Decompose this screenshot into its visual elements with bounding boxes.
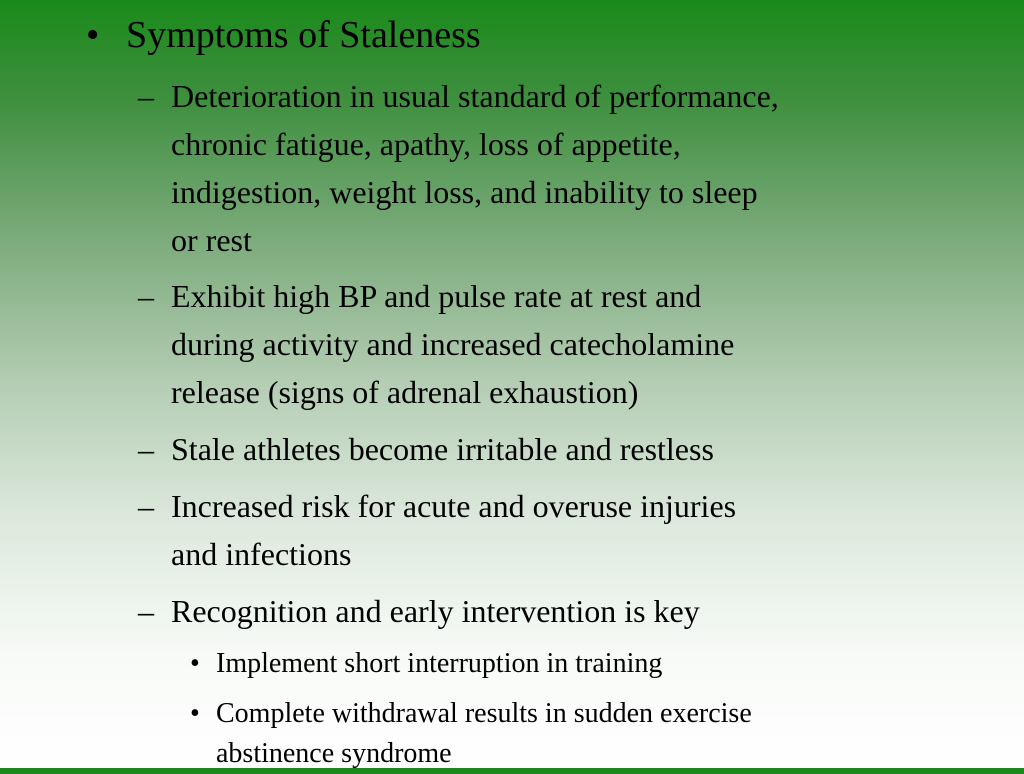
sub-bullet-5 — [138, 587, 938, 635]
sub-bullet-3-line-1: Stale athletes become irritable and restless — [171, 431, 714, 467]
sub-sub-bullet-2 — [190, 694, 890, 774]
sub-bullet-4-line-2: and infections — [171, 536, 352, 572]
sub-bullet-4 — [138, 482, 938, 578]
bullet-icon: • — [86, 14, 100, 56]
sub-bullet-1-line-2: chronic fatigue, apathy, loss of appetite, — [171, 126, 681, 162]
bullet-icon: • — [190, 648, 200, 679]
sub-sub-bullet-1-line-1: Implement short interruption in training — [216, 648, 663, 679]
sub-bullet-1-line-1: Deterioration in usual standard of performance, — [171, 78, 779, 114]
sub-bullet-2 — [138, 272, 938, 416]
sub-bullet-4-line-1: Increased risk for acute and overuse injuries — [171, 488, 737, 524]
sub-bullet-5-line-1: Recognition and early intervention is key — [171, 593, 700, 629]
sub-bullet-1-line-4: or rest — [171, 222, 252, 258]
dash-icon: – — [138, 278, 154, 314]
bullet-icon: • — [190, 698, 200, 729]
dash-icon: – — [138, 593, 154, 629]
sub-bullet-1-line-3: indigestion, weight loss, and inability to sleep — [171, 174, 758, 210]
sub-bullet-2-line-3: release (signs of adrenal exhaustion) — [171, 374, 639, 410]
dash-icon: – — [138, 488, 154, 524]
sub-bullet-3 — [138, 425, 938, 473]
dash-icon: – — [138, 78, 154, 114]
sub-sub-bullet-2-line-2: abstinence syndrome — [216, 738, 452, 769]
dash-icon: – — [138, 431, 154, 467]
sub-bullet-2-line-1: Exhibit high BP and pulse rate at rest and — [171, 278, 702, 314]
sub-sub-bullet-1 — [190, 644, 890, 684]
sub-bullet-1 — [138, 72, 938, 264]
sub-bullet-2-line-2: during activity and increased catecholamine — [171, 326, 735, 362]
main-bullet-text: Symptoms of Staleness — [126, 14, 481, 56]
sub-sub-bullet-2-line-1: Complete withdrawal results in sudden exercise — [216, 698, 752, 729]
